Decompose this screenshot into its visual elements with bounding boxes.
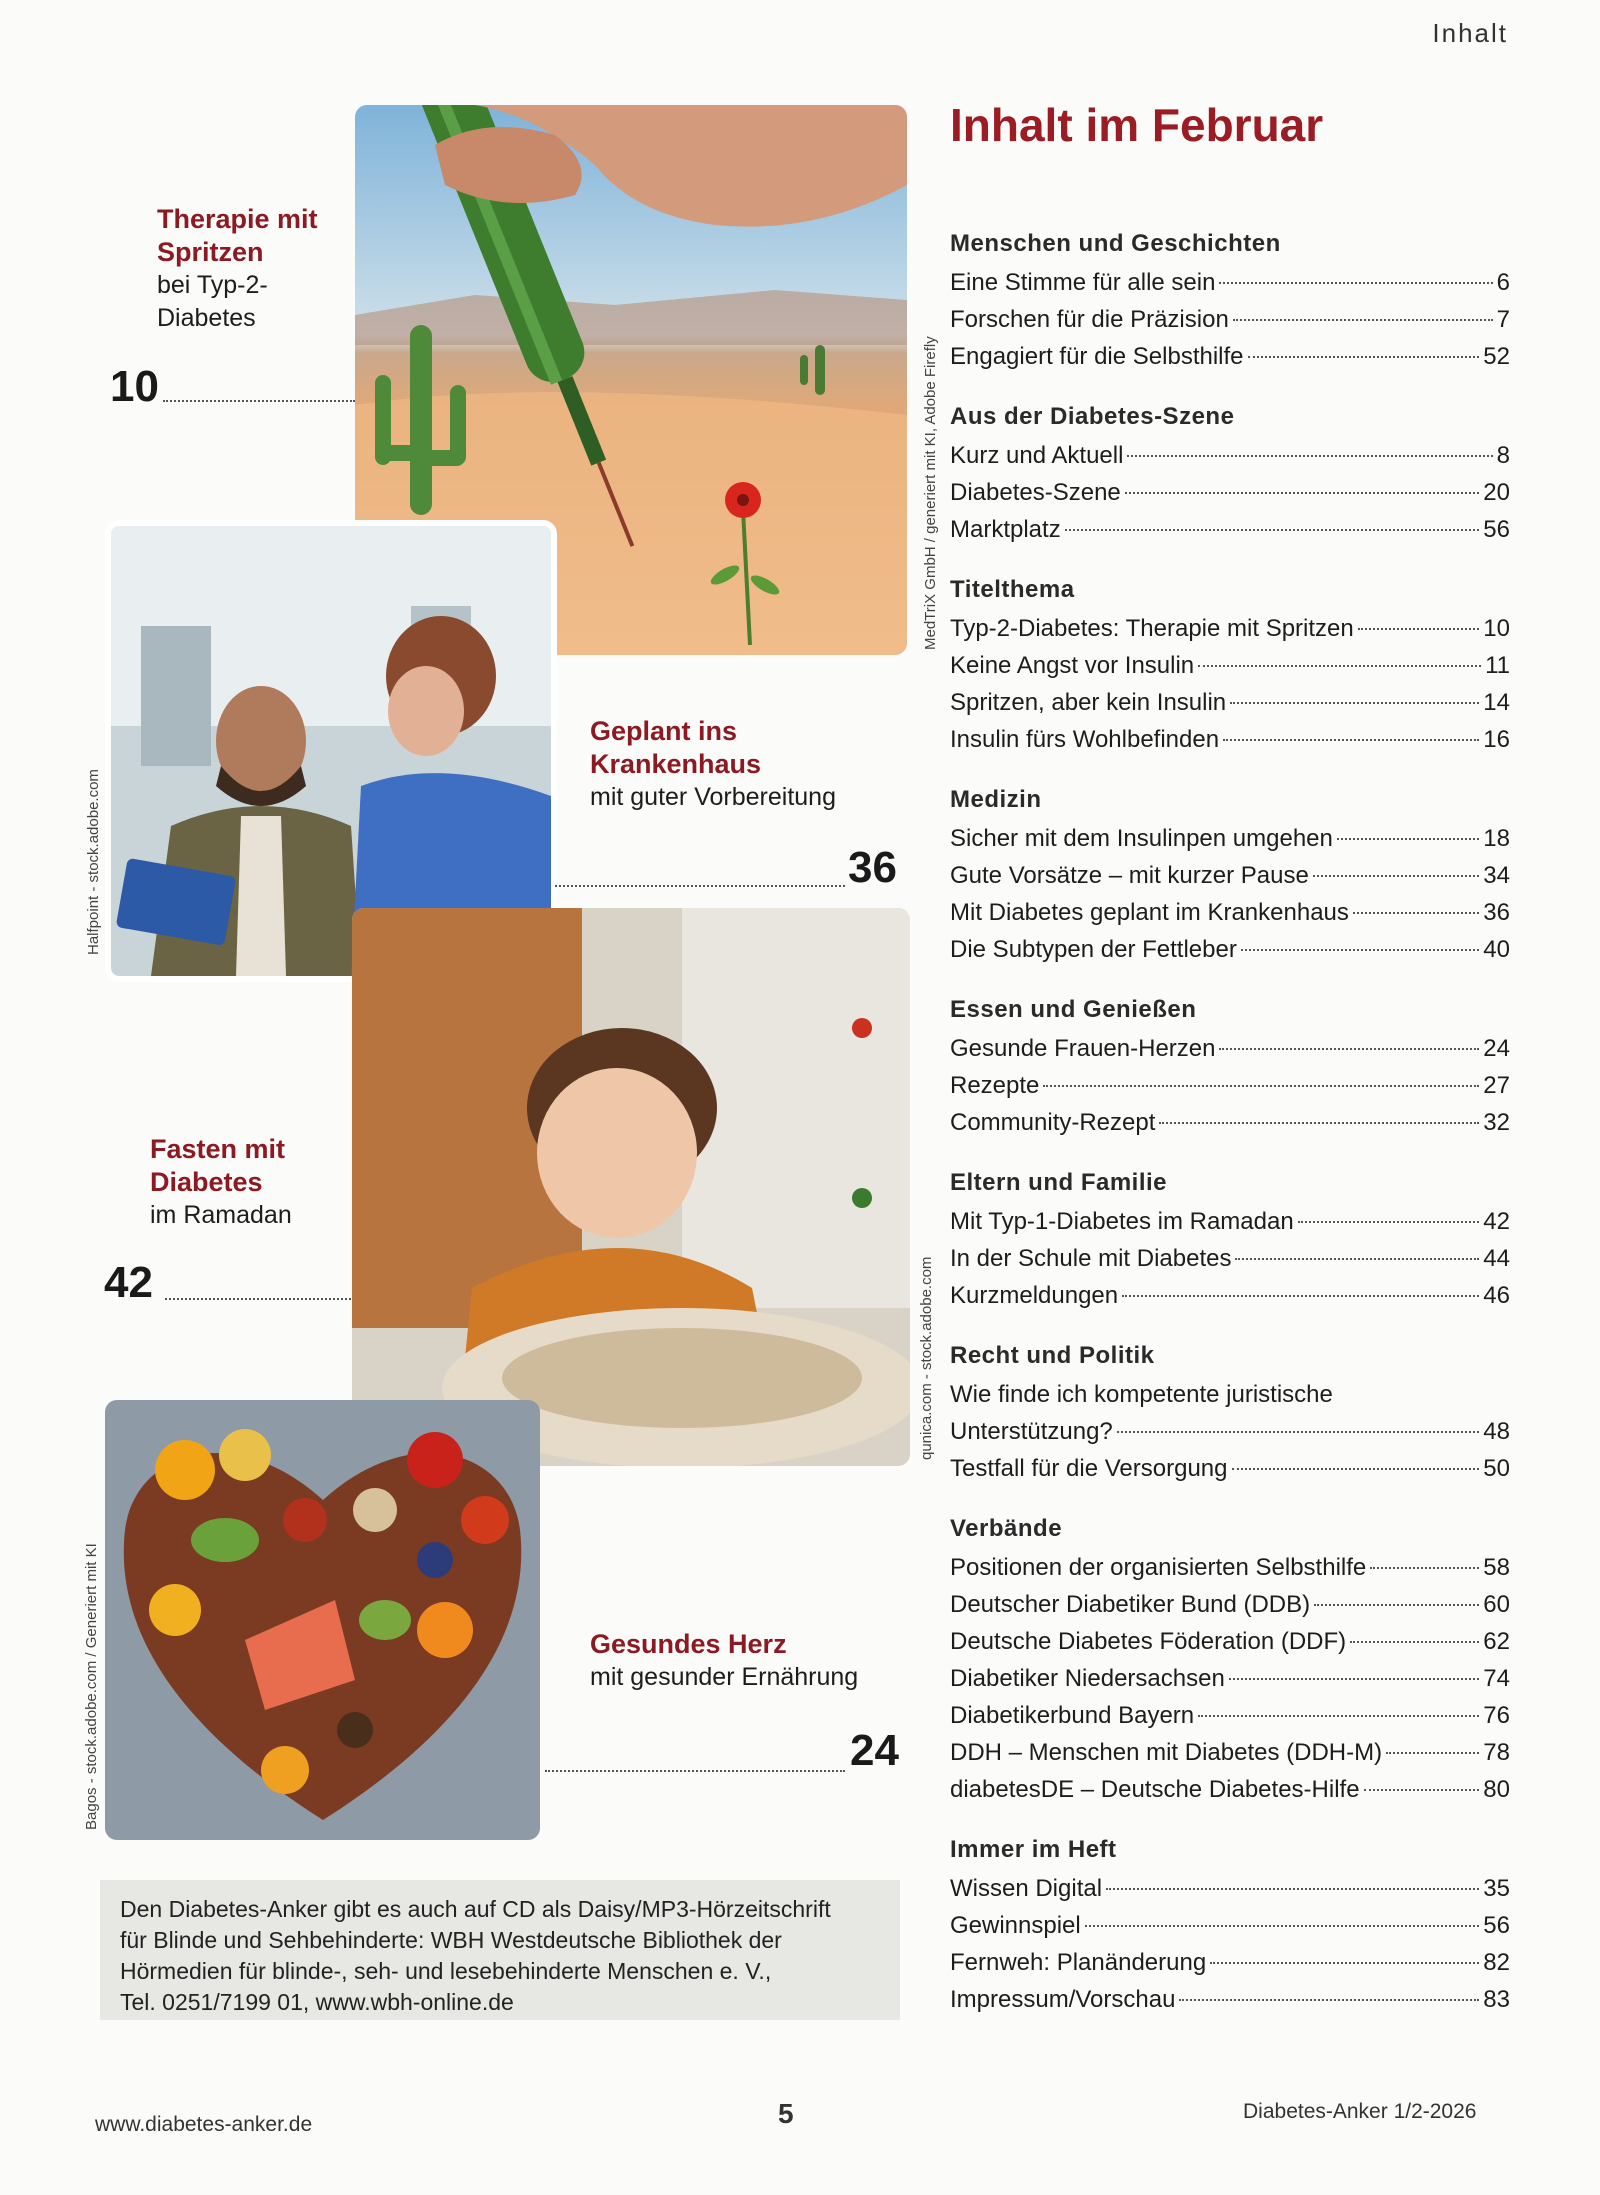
toc-entry-title: Deutsche Diabetes Föderation (DDF) (950, 1628, 1347, 1655)
teaser-fasten-headline-1: Fasten mit (150, 1134, 286, 1164)
info-box-line-4: Tel. 0251/7199 01, www.wbh-online.de (120, 1989, 514, 2015)
toc-entry[interactable] (950, 894, 1510, 931)
child-ramadan-image (352, 908, 910, 1466)
toc-entry[interactable] (950, 1697, 1510, 1734)
toc-entry-page: 20 (1483, 479, 1510, 506)
toc-entry[interactable] (950, 1203, 1510, 1240)
toc-entry-page: 76 (1483, 1702, 1510, 1729)
toc-entry-leader (1358, 628, 1480, 630)
toc-entry[interactable] (950, 1277, 1510, 1314)
toc-entry-leader (1122, 1295, 1479, 1297)
toc-entry-leader (1117, 1431, 1480, 1433)
toc-entry[interactable] (950, 1907, 1510, 1944)
toc-entry[interactable] (950, 1413, 1510, 1450)
toc-entry-leader (1198, 1715, 1479, 1717)
toc-entry-title: Mit Typ-1-Diabetes im Ramadan (950, 1208, 1294, 1235)
toc-entry[interactable] (950, 1104, 1510, 1141)
toc-entry-title: Typ-2-Diabetes: Therapie mit Spritzen (950, 615, 1354, 642)
info-box-line-1: Den Diabetes-Anker gibt es auch auf CD als Daisy/MP3-Hörzeitschrift (120, 1896, 831, 1922)
toc-entry-page: 14 (1483, 689, 1510, 716)
toc-entry[interactable] (950, 610, 1510, 647)
toc-entry-page: 7 (1496, 306, 1510, 333)
teaser-krankenhaus-headline-1: Geplant ins (590, 716, 738, 746)
toc-entry[interactable] (950, 1660, 1510, 1697)
toc-entry[interactable] (950, 1549, 1510, 1586)
teaser-fasten-page: 42 (104, 1258, 153, 1307)
toc-entry-leader (1085, 1925, 1480, 1927)
toc-entry-page: 34 (1483, 862, 1510, 889)
toc-entry-title: DDH – Menschen mit Diabetes (DDH-M) (950, 1739, 1383, 1766)
toc-entry-leader (1313, 875, 1479, 877)
toc-entry-page: 60 (1483, 1591, 1510, 1618)
toc-entry-title: Impressum/Vorschau (950, 1986, 1176, 2013)
toc-section-heading: Essen und Genießen (950, 996, 1197, 1023)
toc-entry-leader (1241, 949, 1479, 951)
toc-entry-page: 80 (1483, 1776, 1510, 1803)
toc-entry-title: Insulin fürs Wohlbefinden (950, 726, 1220, 753)
toc-entry-title: Mit Diabetes geplant im Krankenhaus (950, 899, 1349, 926)
toc-entry-leader (1229, 1678, 1479, 1680)
toc-entry-title: Spritzen, aber kein Insulin (950, 689, 1227, 716)
teaser-krankenhaus-leader (555, 885, 845, 887)
toc-entry[interactable] (950, 1944, 1510, 1981)
toc-entry-title: Rezepte (950, 1072, 1040, 1099)
toc-entry-title: Gute Vorsätze – mit kurzer Pause (950, 862, 1309, 889)
toc-entry[interactable] (950, 338, 1510, 375)
page-title: Inhalt im Februar (950, 99, 1324, 151)
toc-entry[interactable] (950, 647, 1510, 684)
toc-entry-page: 74 (1483, 1665, 1510, 1692)
toc-entry-page: 18 (1483, 825, 1510, 852)
toc-entry-leader (1233, 319, 1493, 321)
table-of-contents (950, 228, 1510, 2044)
toc-entry-title: Gesunde Frauen-Herzen (950, 1035, 1216, 1062)
toc-section-heading: Verbände (950, 1515, 1063, 1542)
toc-entry[interactable] (950, 1771, 1510, 1808)
toc-section-heading: Immer im Heft (950, 1836, 1117, 1863)
toc-entry-title: Diabetikerbund Bayern (950, 1702, 1195, 1729)
toc-section-heading: Medizin (950, 786, 1042, 813)
toc-section (950, 1513, 1510, 1808)
teaser-krankenhaus (590, 715, 910, 814)
toc-entry-leader (1230, 702, 1479, 704)
toc-entry[interactable] (950, 1240, 1510, 1277)
teaser-krankenhaus-page: 36 (848, 843, 897, 892)
toc-section (950, 1340, 1510, 1487)
toc-entry-title: Gewinnspiel (950, 1912, 1081, 1939)
toc-section (950, 228, 1510, 375)
toc-entry-leader (1248, 356, 1480, 358)
toc-section-heading: Titelthema (950, 576, 1075, 603)
toc-entry[interactable] (950, 820, 1510, 857)
toc-entry-page: 8 (1496, 442, 1510, 469)
toc-entry-title: Community-Rezept (950, 1109, 1156, 1136)
toc-entry[interactable] (950, 474, 1510, 511)
teaser-spritzen (157, 203, 357, 335)
teaser-krankenhaus-sub: mit guter Vorbereitung (590, 783, 836, 811)
section-tag: Inhalt (1432, 18, 1508, 48)
toc-entry-title: Wissen Digital (950, 1875, 1103, 1902)
toc-entry-title: Marktplatz (950, 516, 1061, 543)
toc-section (950, 574, 1510, 758)
toc-entry-title: Testfall für die Versorgung (950, 1455, 1228, 1482)
toc-entry-title: Positionen der organisierten Selbsthilfe (950, 1554, 1367, 1581)
toc-entry[interactable] (950, 931, 1510, 968)
toc-entry[interactable] (950, 301, 1510, 338)
toc-entry-page: 24 (1483, 1035, 1510, 1062)
toc-entry-title: Forschen für die Präzision (950, 306, 1229, 333)
toc-entry[interactable] (950, 857, 1510, 894)
toc-entry-leader (1232, 1468, 1480, 1470)
toc-entry-page: 10 (1483, 615, 1510, 642)
toc-entry[interactable] (950, 1870, 1510, 1907)
toc-section-heading: Aus der Diabetes-Szene (950, 403, 1235, 430)
toc-entry-leader (1219, 1048, 1479, 1050)
toc-entry-title: Unterstützung? (950, 1418, 1113, 1445)
teaser-fasten-headline-2: Diabetes (150, 1167, 263, 1197)
toc-entry-page: 58 (1483, 1554, 1510, 1581)
toc-entry-page: 56 (1483, 516, 1510, 543)
teaser-spritzen-headline-1: Therapie mit (157, 204, 318, 234)
toc-entry-leader (1386, 1752, 1479, 1754)
toc-entry-page: 62 (1483, 1628, 1510, 1655)
toc-entry-title: Fernweh: Planänderung (950, 1949, 1207, 1976)
teaser-fasten (150, 1133, 350, 1232)
toc-entry-page: 78 (1483, 1739, 1510, 1766)
toc-section (950, 1834, 1510, 2018)
teaser-fasten-sub: im Ramadan (150, 1201, 292, 1229)
toc-entry-page: 83 (1483, 1986, 1510, 2013)
footer-website: www.diabetes-anker.de (95, 2113, 313, 2136)
toc-entry-title: Engagiert für die Selbsthilfe (950, 343, 1244, 370)
toc-section-heading: Recht und Politik (950, 1342, 1155, 1369)
teaser-spritzen-leader (163, 400, 355, 402)
toc-entry-title: Die Subtypen der Fettleber (950, 936, 1237, 963)
teaser-spritzen-sub-1: bei Typ-2- (157, 271, 268, 299)
toc-entry-leader (1314, 1604, 1479, 1606)
toc-entry-page: 32 (1483, 1109, 1510, 1136)
toc-entry-title: Sicher mit dem Insulinpen umgehen (950, 825, 1333, 852)
toc-entry[interactable] (950, 1623, 1510, 1660)
toc-section-heading: Eltern und Familie (950, 1169, 1168, 1196)
toc-entry-leader (1223, 739, 1479, 741)
toc-entry[interactable] (950, 1981, 1510, 2018)
toc-entry[interactable] (950, 1450, 1510, 1487)
toc-entry[interactable] (950, 1734, 1510, 1771)
info-box-line-2: für Blinde und Sehbehinderte: WBH Westdeutsche Bibliothek der (120, 1927, 782, 1953)
teaser-herz (590, 1628, 910, 1694)
toc-section (950, 784, 1510, 968)
heart-food-image (105, 1400, 540, 1840)
toc-entry-leader (1350, 1641, 1479, 1643)
toc-entry-leader (1219, 282, 1492, 284)
toc-entry-leader (1127, 455, 1492, 457)
toc-entry-leader (1364, 1789, 1480, 1791)
toc-entry-page: 40 (1483, 936, 1510, 963)
toc-entry[interactable] (950, 1067, 1510, 1104)
toc-entry-page: 42 (1483, 1208, 1510, 1235)
toc-entry-page: 11 (1485, 652, 1510, 679)
toc-entry-page: 27 (1483, 1072, 1510, 1099)
toc-entry-leader (1298, 1221, 1480, 1223)
toc-entry-title: Kurz und Aktuell (950, 442, 1124, 469)
teaser-krankenhaus-headline-2: Krankenhaus (590, 749, 762, 779)
toc-entry-page: 52 (1483, 343, 1510, 370)
toc-entry-title: Wie finde ich kompetente juristische (950, 1381, 1333, 1408)
photo-credit-heart: Bagos - stock.adobe.com / Generiert mit KI (83, 1543, 100, 1830)
teaser-fasten-leader (165, 1298, 351, 1300)
toc-entry-title: Deutscher Diabetiker Bund (DDB) (950, 1591, 1311, 1618)
toc-entry-title: diabetesDE – Deutsche Diabetes-Hilfe (950, 1776, 1360, 1803)
toc-entry-page: 16 (1483, 726, 1510, 753)
toc-entry-leader (1337, 838, 1479, 840)
toc-entry[interactable] (950, 1030, 1510, 1067)
teaser-herz-sub: mit gesunder Ernährung (590, 1663, 859, 1691)
toc-entry-leader (1210, 1962, 1479, 1964)
toc-entry-leader (1106, 1888, 1479, 1890)
toc-entry-page: 44 (1483, 1245, 1510, 1272)
toc-entry[interactable] (950, 264, 1510, 301)
toc-entry-leader (1179, 1999, 1479, 2001)
toc-entry-page: 6 (1496, 269, 1510, 296)
toc-entry-title: Kurzmeldungen (950, 1282, 1119, 1309)
teaser-spritzen-page: 10 (110, 362, 159, 411)
toc-entry-title: Diabetes-Szene (950, 479, 1121, 506)
toc-entry-page: 82 (1483, 1949, 1510, 1976)
toc-entry-page: 50 (1483, 1455, 1510, 1482)
toc-entry-leader (1043, 1085, 1479, 1087)
photo-credit-child: qunica.com - stock.adobe.com (918, 1256, 935, 1460)
teaser-herz-headline: Gesundes Herz (590, 1629, 787, 1659)
toc-entry-page: 48 (1483, 1418, 1510, 1445)
toc-section (950, 401, 1510, 548)
toc-entry-leader (1353, 912, 1479, 914)
teaser-herz-leader (545, 1770, 845, 1772)
toc-entry[interactable] (950, 721, 1510, 758)
toc-entry[interactable] (950, 511, 1510, 548)
toc-entry[interactable] (950, 1376, 1510, 1413)
toc-section (950, 1167, 1510, 1314)
info-box-line-3: Hörmedien für blinde-, seh- und lesebehinderte Menschen e. V., (120, 1958, 772, 1984)
toc-section-heading: Menschen und Geschichten (950, 230, 1281, 257)
toc-entry-page: 35 (1483, 1875, 1510, 1902)
toc-entry-leader (1065, 529, 1480, 531)
toc-entry[interactable] (950, 1586, 1510, 1623)
toc-entry-leader (1198, 665, 1481, 667)
toc-entry-leader (1125, 492, 1480, 494)
teaser-spritzen-sub-2: Diabetes (157, 304, 256, 332)
footer-page-number: 5 (778, 2098, 794, 2129)
toc-entry-page: 46 (1483, 1282, 1510, 1309)
info-box (100, 1880, 900, 2020)
toc-entry-leader (1159, 1122, 1479, 1124)
teaser-herz-page: 24 (850, 1726, 899, 1775)
footer-issue: Diabetes-Anker 1/2-2026 (1243, 2100, 1477, 2123)
toc-section (950, 994, 1510, 1141)
toc-entry[interactable] (950, 437, 1510, 474)
photo-credit-doctor: Halfpoint - stock.adobe.com (85, 769, 102, 955)
toc-entry-title: Eine Stimme für alle sein (950, 269, 1216, 296)
toc-entry[interactable] (950, 684, 1510, 721)
toc-entry-leader (1235, 1258, 1479, 1260)
toc-entry-leader (1370, 1567, 1479, 1569)
toc-entry-title: In der Schule mit Diabetes (950, 1245, 1232, 1272)
photo-credit-cactus: MedTriX GmbH / generiert mit KI, Adobe Firefly (922, 336, 939, 650)
teaser-spritzen-headline-2: Spritzen (157, 237, 264, 267)
toc-entry-title: Keine Angst vor Insulin (950, 652, 1195, 679)
toc-entry-title: Diabetiker Niedersachsen (950, 1665, 1225, 1692)
toc-entry-page: 36 (1483, 899, 1510, 926)
toc-entry-page: 56 (1483, 1912, 1510, 1939)
